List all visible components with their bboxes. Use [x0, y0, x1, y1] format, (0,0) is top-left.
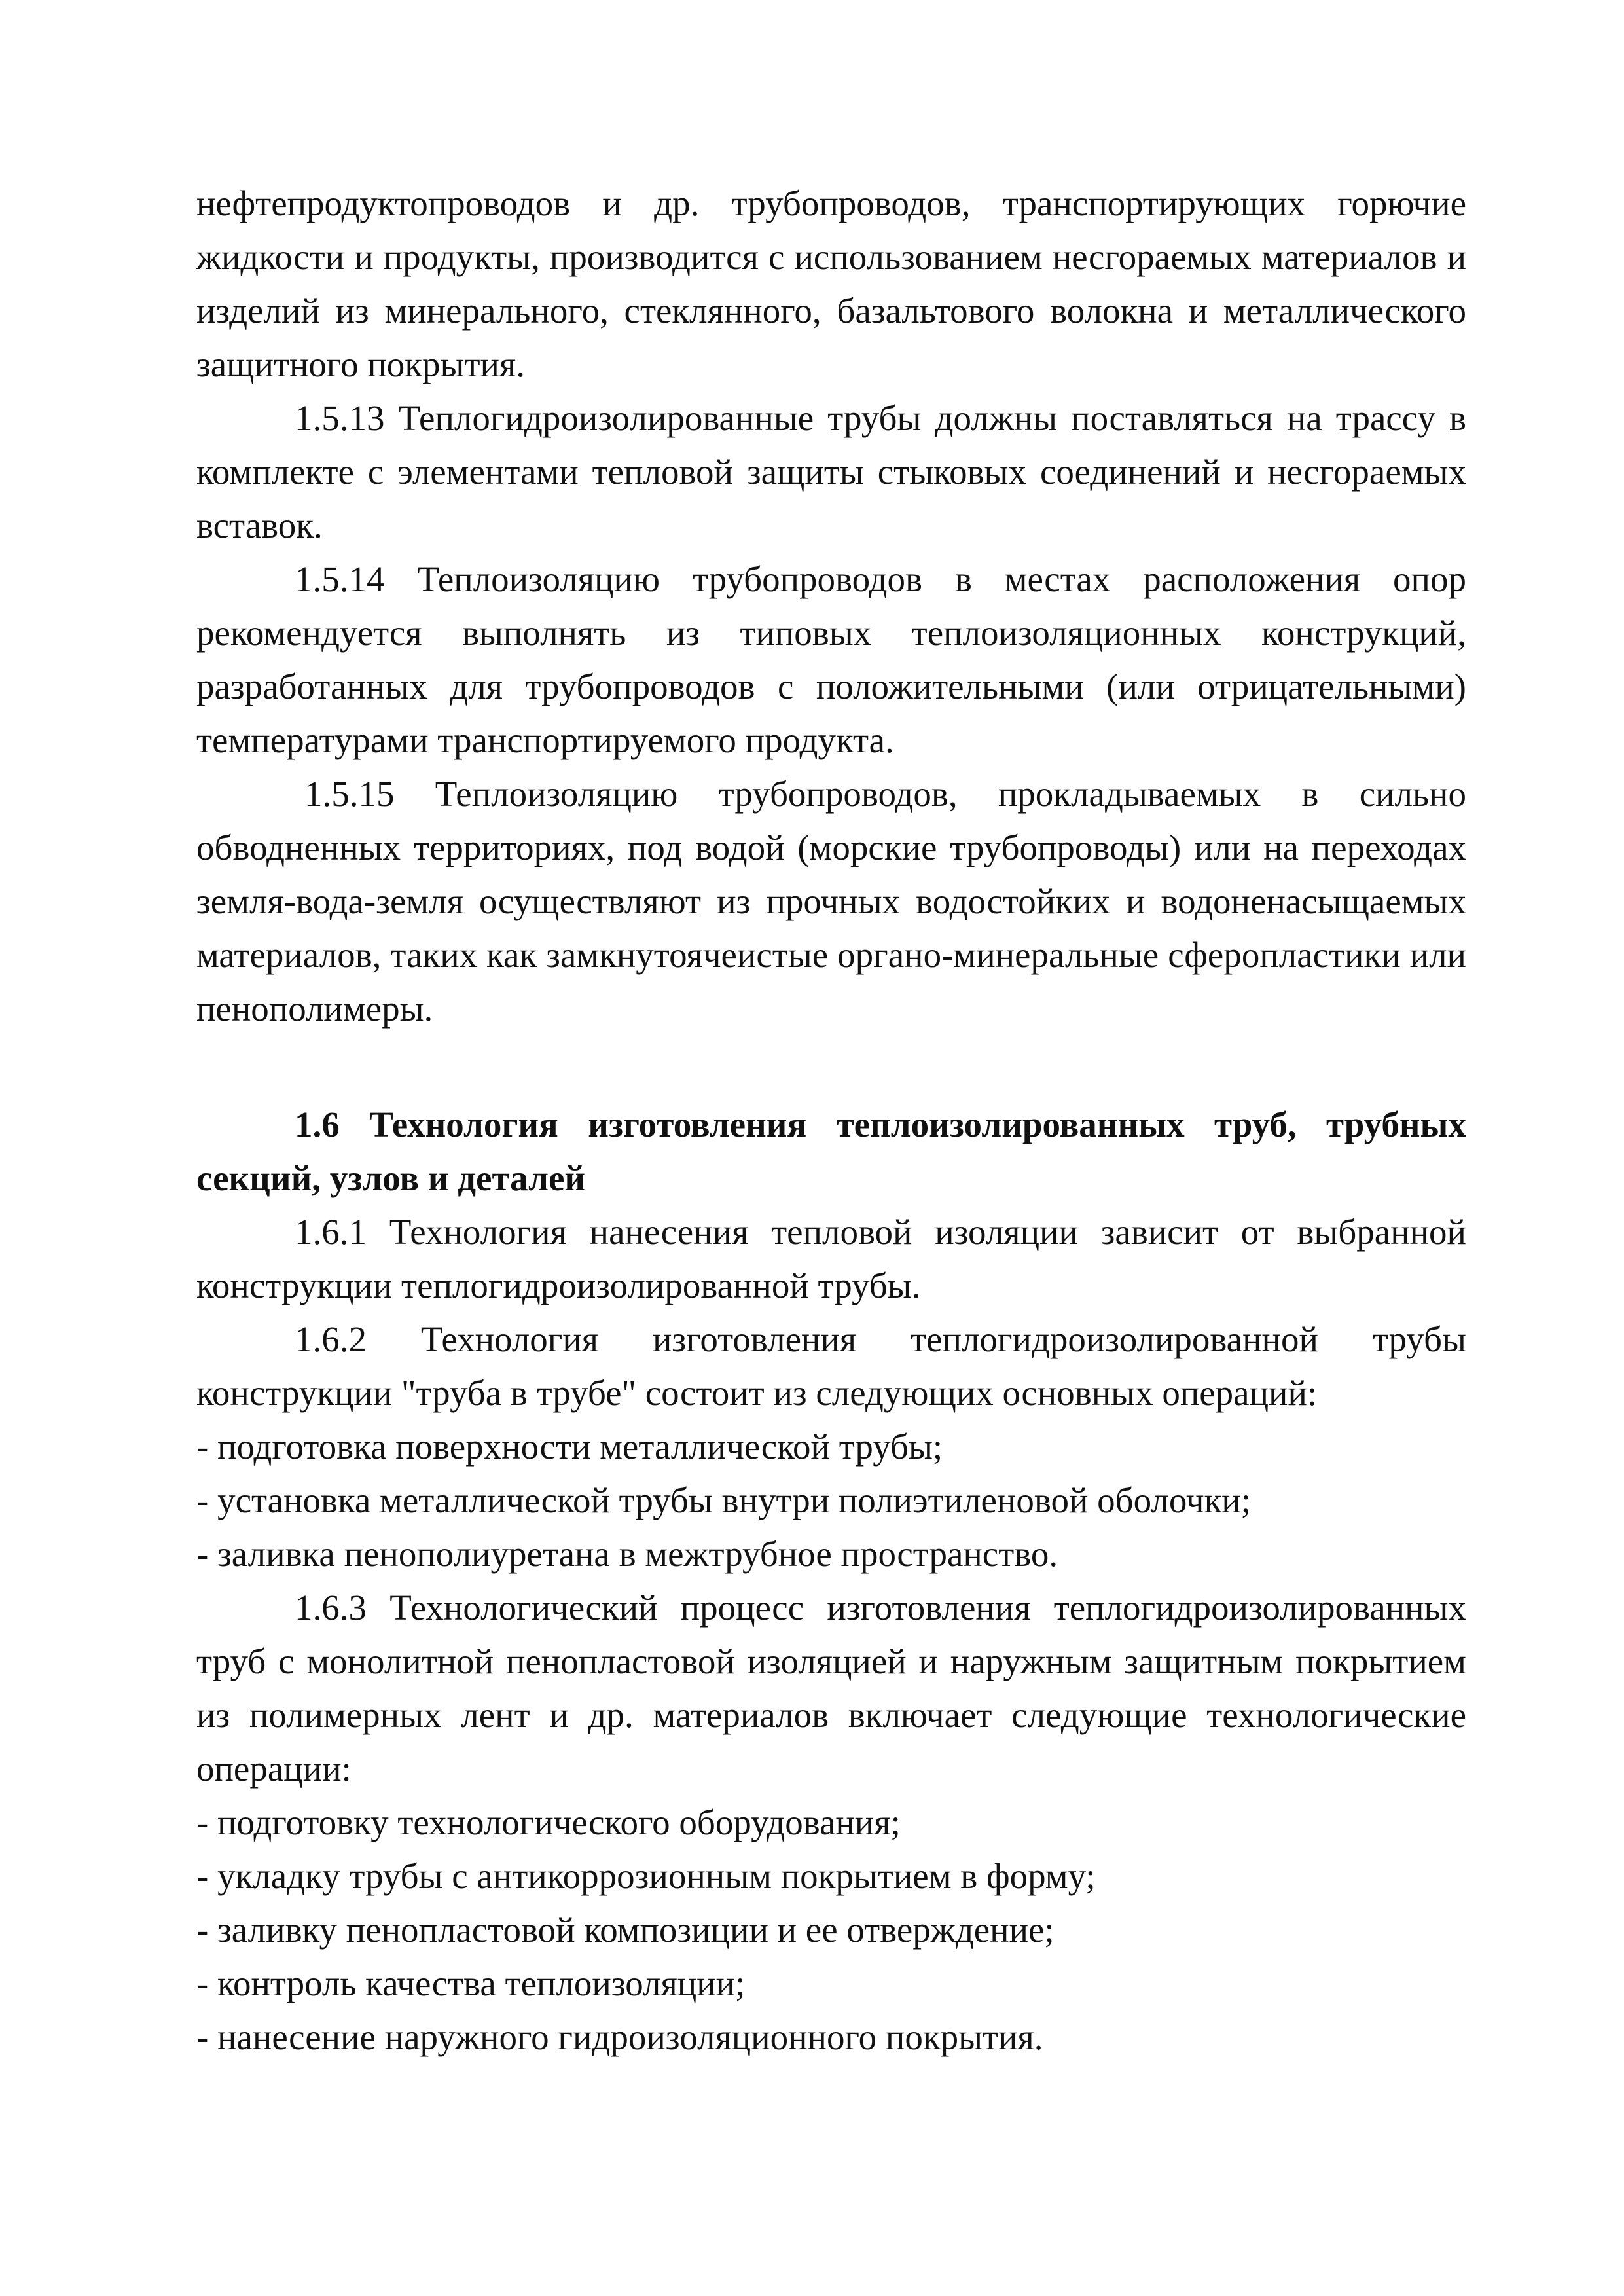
paragraph-1-5-15: 1.5.15 Теплоизоляцию трубопроводов, прокладываемых в сильно обводненных территориях, под водой (морские трубопроводы) или на переходах земля-вода-земля осуществляют из прочных водостойких и водоненасыщаемых материалов, таких как замкнутоячеистые органо-минеральные сферопластики или пенополимеры. [196, 774, 1466, 1029]
paragraph-1-6-3: 1.6.3 Технологический процесс изготовления теплогидроизолированных труб с монолитной пенопластовой изоляцией и наружным защитным покрытием из полимерных лент и др. материалов включает следующие технологические операции: [196, 1588, 1466, 1789]
list-item: - заливка пенополиуретана в межтрубное пространство. [196, 1534, 1058, 1574]
list-item: - подготовку технологического оборудования; [196, 1802, 901, 1842]
list-item: - установка металлической трубы внутри полиэтиленовой оболочки; [196, 1480, 1252, 1520]
paragraph-1-6-1: 1.6.1 Технология нанесения тепловой изоляции зависит от выбранной конструкции теплогидроизолированной трубы. [196, 1212, 1466, 1305]
list-item: - нанесение наружного гидроизоляционного покрытия. [196, 2017, 1043, 2057]
paragraph-continuation: нефтепродуктопроводов и др. трубопроводов, транспортирующих горючие жидкости и продукты, производится с использованием несгораемых материалов и изделий из минерального, стеклянного, базальтового волокна и металлического защитного покрытия. [196, 183, 1466, 384]
paragraph-1-5-13: 1.5.13 Теплогидроизолированные трубы должны поставляться на трассу в комплекте с элементами тепловой защиты стыковых соединений и несгораемых вставок. [196, 398, 1466, 545]
section-heading-1-6: 1.6 Технология изготовления теплоизолированных труб, трубных секций, узлов и деталей [196, 1104, 1466, 1198]
paragraph-1-5-14: 1.5.14 Теплоизоляцию трубопроводов в местах расположения опор рекомендуется выполнять из типовых теплоизоляционных конструкций, разработанных для трубопроводов с положительными (или отрицательными) температурами транспортируемого продукта. [196, 559, 1466, 760]
list-item: - подготовка поверхности металлической трубы; [196, 1427, 943, 1467]
document-page [196, 177, 1466, 2064]
list-1-6-2 [196, 1420, 1466, 1581]
list-item: - укладку трубы с антикоррозионным покрытием в форму; [196, 1856, 1096, 1896]
list-item: - контроль качества теплоизоляции; [196, 1963, 746, 2003]
list-1-6-3 [196, 1796, 1466, 2064]
paragraph-1-6-2: 1.6.2 Технология изготовления теплогидроизолированной трубы конструкции "труба в трубе" состоит из следующих основных операций: [196, 1319, 1466, 1413]
list-item: - заливку пенопластовой композиции и ее отверждение; [196, 1910, 1055, 1950]
